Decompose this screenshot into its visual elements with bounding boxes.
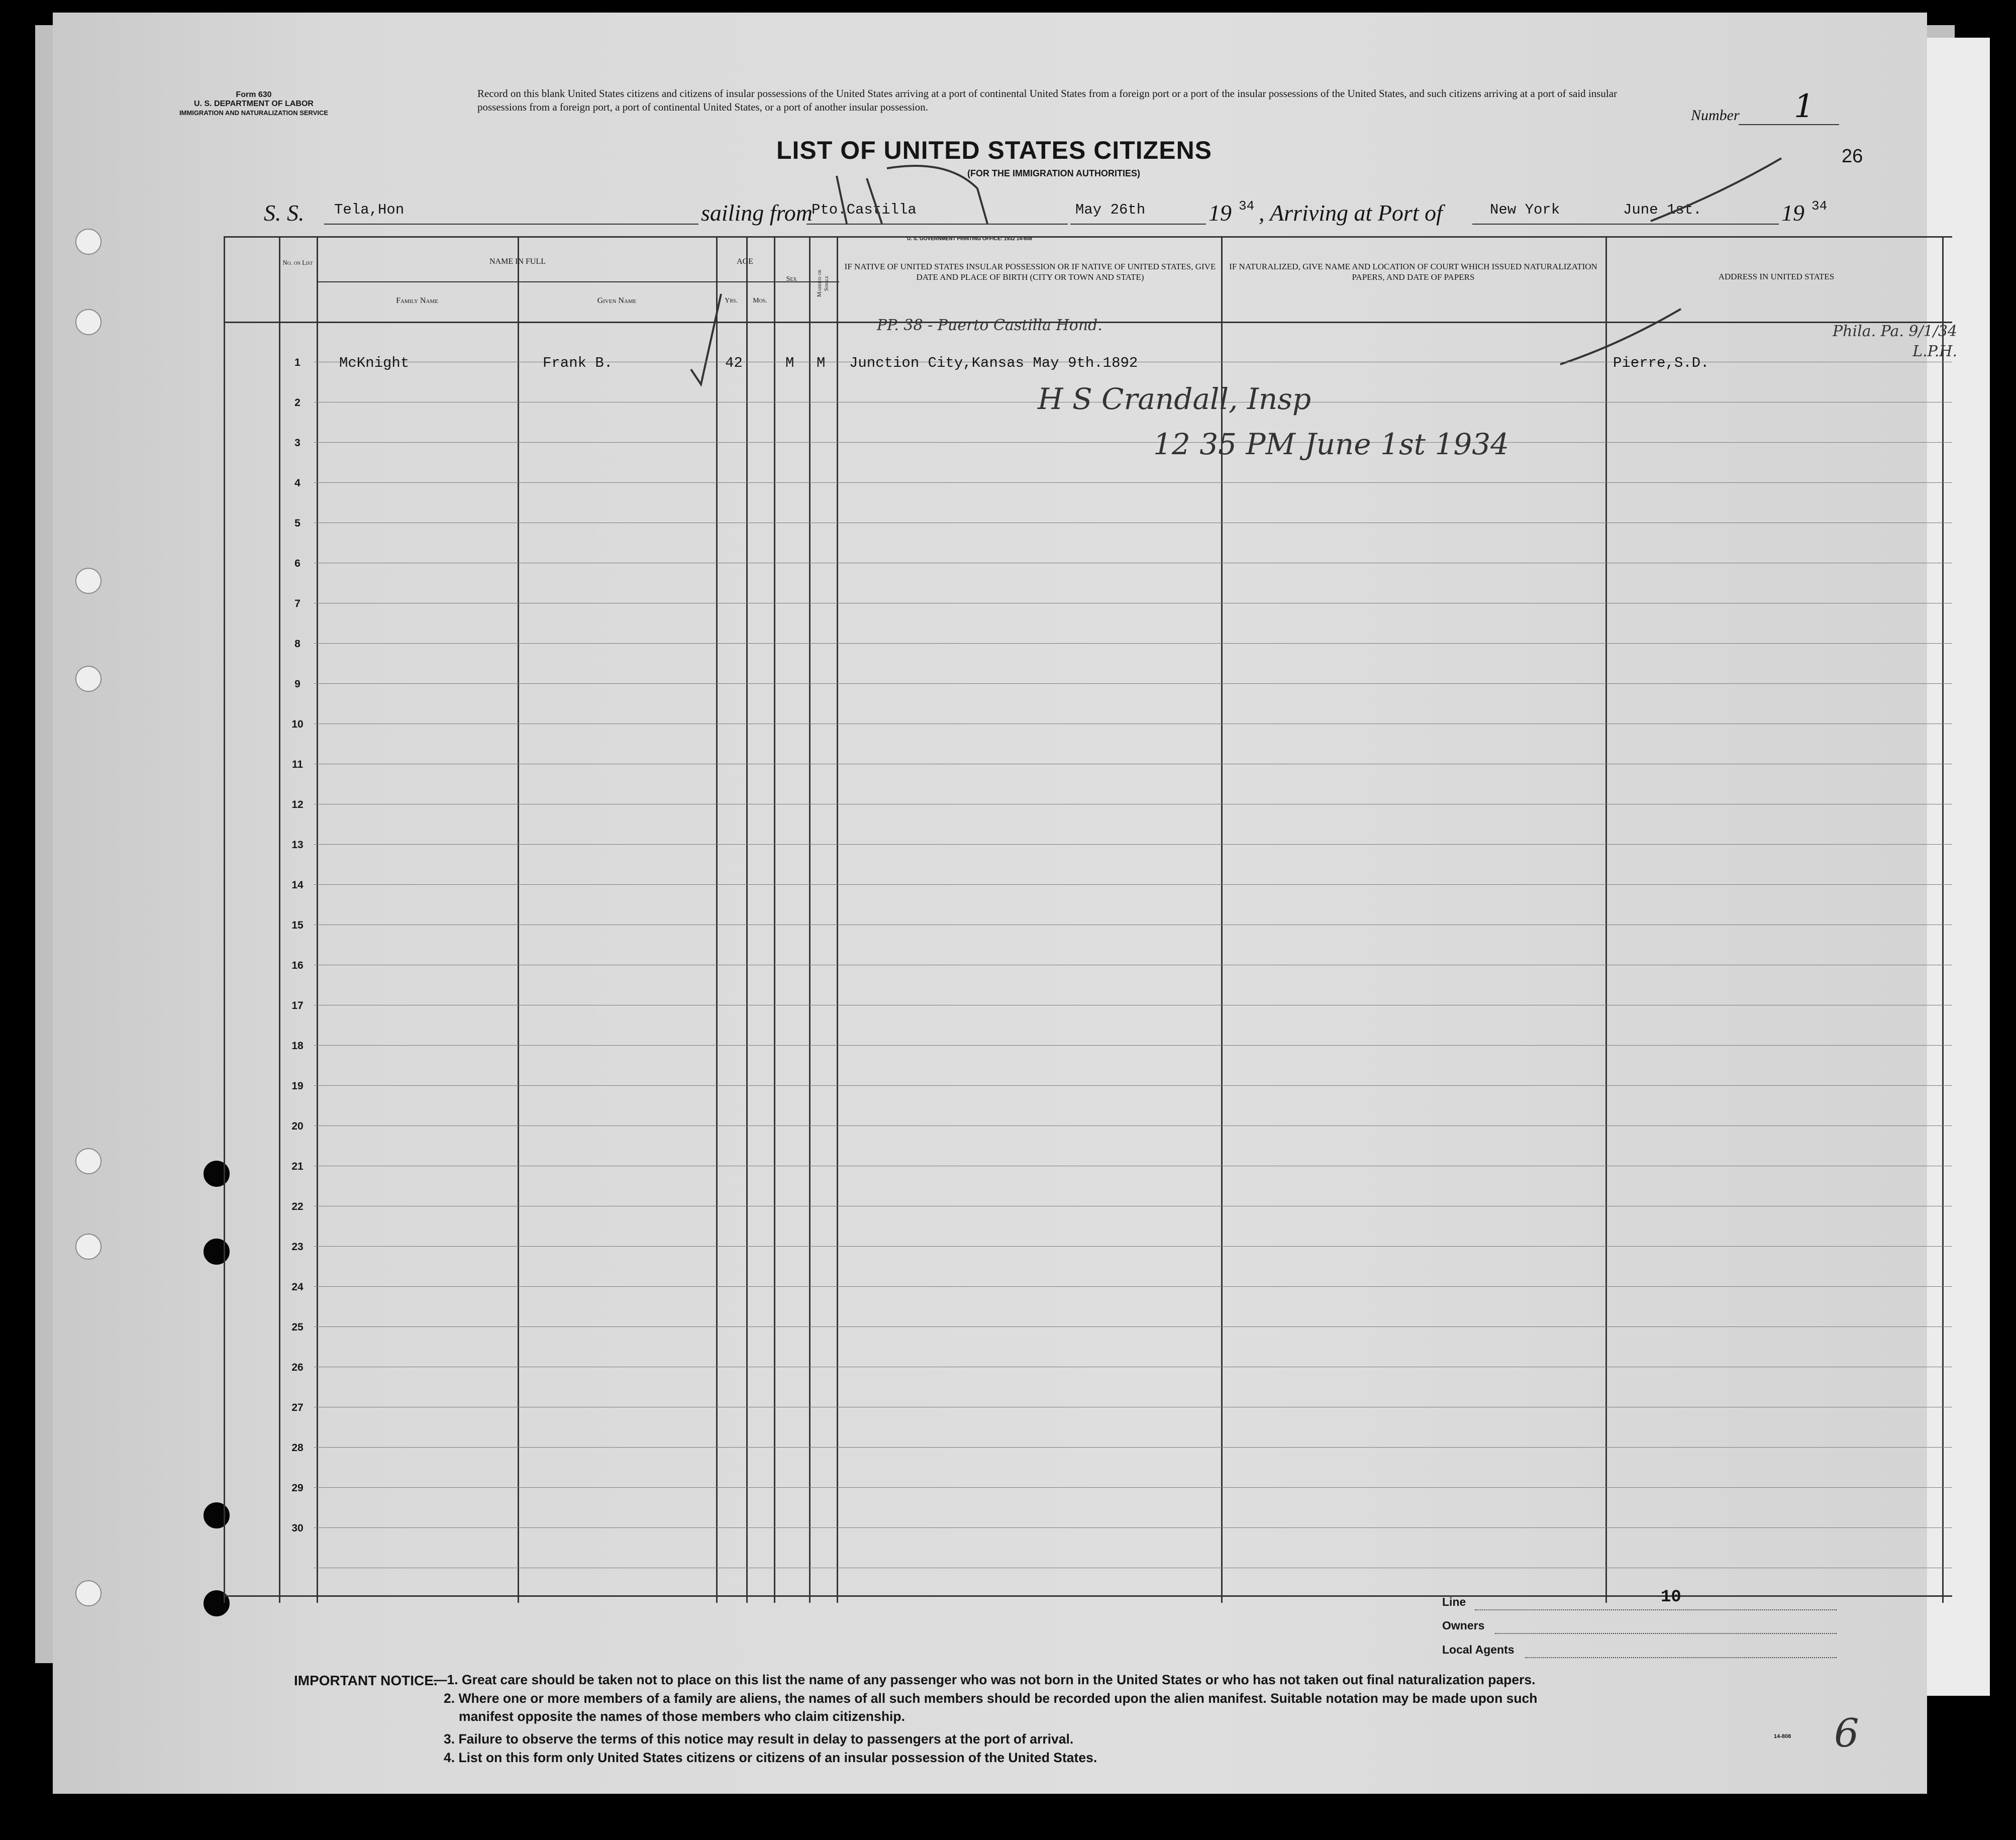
row-rule xyxy=(314,884,1952,885)
table-top-rule xyxy=(224,236,1952,238)
row-number: 19 xyxy=(291,1080,304,1092)
column-rule xyxy=(518,236,519,1603)
row-number: 25 xyxy=(291,1321,304,1333)
row-number: 14 xyxy=(291,879,304,891)
row-rule xyxy=(314,1045,1952,1046)
row-number: 27 xyxy=(291,1402,304,1413)
column-rule xyxy=(809,236,811,1603)
row-rule xyxy=(314,482,1952,483)
instructions-text: Record on this blank United States citizens and citizens of insular possessions of the United States arriving at a port of continental United States from a foreign port or a port of the insular possessions of the United States, and such citizens arriving at a port of said insular possessions from a foreign port, a port of continental United States, or a port of another insular possession. xyxy=(477,87,1618,113)
manifest-sheet xyxy=(53,13,1957,1794)
column-rule xyxy=(716,236,718,1603)
corner-mark: 6 xyxy=(1834,1711,1859,1756)
header-mos: Mos. xyxy=(753,297,767,304)
row-rule xyxy=(314,844,1952,845)
list-number: 1 xyxy=(1794,88,1815,125)
sailing-label: sailing from xyxy=(701,200,813,226)
row-number: 26 xyxy=(291,1362,304,1373)
row-number: 23 xyxy=(291,1241,304,1253)
page-title: LIST OF UNITED STATES CITIZENS xyxy=(776,136,1213,164)
header-age: AGE xyxy=(737,257,753,266)
row-number: 17 xyxy=(291,1000,304,1011)
row-number: 20 xyxy=(291,1120,304,1132)
row-number: 30 xyxy=(291,1522,304,1534)
punch-hole xyxy=(75,1148,102,1174)
row-rule xyxy=(314,683,1952,684)
column-rule xyxy=(837,236,838,1603)
row-rule xyxy=(314,1246,1952,1247)
punch-hole xyxy=(75,1234,102,1260)
row-number: 21 xyxy=(291,1161,304,1172)
header-address: ADDRESS IN UNITED STATES xyxy=(1718,272,1835,281)
row-number: 24 xyxy=(291,1281,304,1293)
row-rule xyxy=(314,1286,1952,1287)
column-rule xyxy=(224,236,225,1603)
header-given-name: Given Name xyxy=(597,296,637,305)
ship-name: Tela,Hon xyxy=(334,201,405,218)
inspector-signature: H S Crandall, Insp xyxy=(1038,382,1312,416)
header-naturalization-info: IF NATURALIZED, GIVE NAME AND LOCATION OF COURT WHICH ISSUED NATURALIZATION PAPERS, AND DATE OF PAPERS xyxy=(1229,262,1597,282)
entry-address: Pierre,S.D. xyxy=(1613,355,1709,371)
owners-label: Owners xyxy=(1442,1619,1485,1632)
row-number: 11 xyxy=(291,759,304,770)
row-number: 10 xyxy=(291,719,304,730)
manifest-table xyxy=(224,236,1957,1603)
row-number: 1 xyxy=(294,357,300,368)
pen-stroke xyxy=(837,166,987,224)
column-rule xyxy=(746,236,748,1603)
row-number: 28 xyxy=(291,1442,304,1454)
pen-stroke xyxy=(1651,158,1781,221)
row-number: 13 xyxy=(291,839,304,851)
row-rule xyxy=(314,1447,1952,1448)
page-subtitle: (FOR THE IMMIGRATION AUTHORITIES) xyxy=(967,168,1140,178)
row-number: 22 xyxy=(291,1201,304,1212)
header-birth-info: IF NATIVE OF UNITED STATES INSULAR POSSESSION OR IF NATIVE OF UNITED STATES, GIVE DATE AND PLACE OF BIRTH (CITY OR TOWN AND STATE) xyxy=(844,262,1216,282)
row-rule xyxy=(314,643,1952,644)
address-note: Phila. Pa. 9/1/34 L.P.H. xyxy=(1832,323,1957,360)
passport-note: PP. 38 - Puerto Castilla Hond. xyxy=(877,317,1102,334)
row-number: 8 xyxy=(294,638,300,650)
column-rule xyxy=(774,236,775,1603)
entry-family-name: McKnight xyxy=(339,355,410,371)
row-number: 29 xyxy=(291,1482,304,1494)
arrival-year: 34 xyxy=(1811,198,1828,214)
arrival-year-prefix: 19 xyxy=(1781,200,1804,226)
arrival-date: June 1st. xyxy=(1623,201,1702,218)
row-number: 2 xyxy=(294,397,300,408)
row-number: 6 xyxy=(294,558,300,569)
service-name: IMMIGRATION AND NATURALIZATION SERVICE xyxy=(179,109,329,117)
form-code: 14-808 xyxy=(1774,1733,1791,1740)
line-value: 10 xyxy=(1661,1588,1681,1607)
row-rule xyxy=(314,1326,1952,1327)
subheader-rule xyxy=(317,281,839,282)
row-number: 18 xyxy=(291,1040,304,1052)
local-agents-field xyxy=(1525,1657,1837,1658)
entry-sex: M xyxy=(785,355,794,371)
entry-birth-place-date: Junction City,Kansas May 9th.1892 xyxy=(849,355,1138,371)
row-number: 5 xyxy=(294,518,300,529)
form-number: Form 630 xyxy=(236,90,272,99)
punch-hole xyxy=(75,1580,102,1606)
row-number: 12 xyxy=(291,799,304,810)
notice-item: 4. List on this form only United States citizens or citizens of an insular possession of the United States. xyxy=(444,1750,1097,1765)
row-rule xyxy=(314,1527,1952,1528)
notice-item: 3. Failure to observe the terms of this notice may result in delay to passengers at the port of arrival. xyxy=(444,1731,1074,1747)
ship-label: S. S. xyxy=(264,200,305,226)
notice-item: manifest opposite the names of those members who claim citizenship. xyxy=(459,1709,905,1724)
arrival-port: New York xyxy=(1490,201,1560,218)
header-yrs: Yrs. xyxy=(725,297,738,304)
arriving-label: , Arriving at Port of xyxy=(1259,200,1443,226)
departure-year: 34 xyxy=(1239,198,1255,214)
line-label: Line xyxy=(1442,1595,1466,1608)
header-family-name: Family Name xyxy=(396,296,438,305)
line-field xyxy=(1475,1609,1837,1610)
important-notice-title: IMPORTANT NOTICE. xyxy=(294,1673,438,1688)
department-name: U. S. DEPARTMENT OF LABOR xyxy=(194,99,314,108)
row-rule xyxy=(314,1085,1952,1086)
departure-port: Pto.Castilla xyxy=(812,201,917,218)
entry-age-years: 42 xyxy=(725,355,743,371)
owners-field xyxy=(1495,1633,1837,1634)
punch-hole xyxy=(75,666,102,692)
page-number: 26 xyxy=(1842,146,1863,167)
row-number: 16 xyxy=(291,960,304,971)
notice-item: 2. Where one or more members of a family are aliens, the names of all such members should be recorded upon the alien manifest. Suitable notation may be made upon such xyxy=(444,1691,1538,1706)
row-number: 3 xyxy=(294,437,300,449)
table-bottom-rule xyxy=(224,1595,1952,1597)
header-sex: Sex xyxy=(786,275,797,283)
departure-date: May 26th xyxy=(1075,201,1146,218)
column-rule xyxy=(1605,236,1607,1603)
printing-office-code: U. S. GOVERNMENT PRINTING OFFICE: 1932 14-808 xyxy=(907,236,1032,242)
row-number: 4 xyxy=(294,477,300,489)
header-no-on-list: No. on List xyxy=(282,259,313,266)
row-number: 9 xyxy=(294,678,300,690)
inspection-time: 12 35 PM June 1st 1934 xyxy=(1153,427,1509,461)
departure-year-prefix: 19 xyxy=(1208,200,1232,226)
header-name-in-full: NAME IN FULL xyxy=(489,257,546,266)
header-married-single: Married or Single xyxy=(816,269,830,297)
row-rule xyxy=(314,442,1952,443)
row-number: 15 xyxy=(291,919,304,931)
local-agents-label: Local Agents xyxy=(1442,1643,1515,1656)
punch-hole xyxy=(75,568,102,594)
row-number: 7 xyxy=(294,598,300,609)
entry-given-name: Frank B. xyxy=(543,355,613,371)
entry-marital-status: M xyxy=(817,355,826,371)
notice-item: —1. Great care should be taken not to place on this list the name of any passenger who was not born in the United States or who has not taken out final naturalization papers. xyxy=(434,1672,1536,1687)
row-rule xyxy=(314,1487,1952,1488)
number-label: Number xyxy=(1691,107,1740,124)
column-rule xyxy=(317,236,318,1603)
column-rule xyxy=(1942,236,1944,1603)
